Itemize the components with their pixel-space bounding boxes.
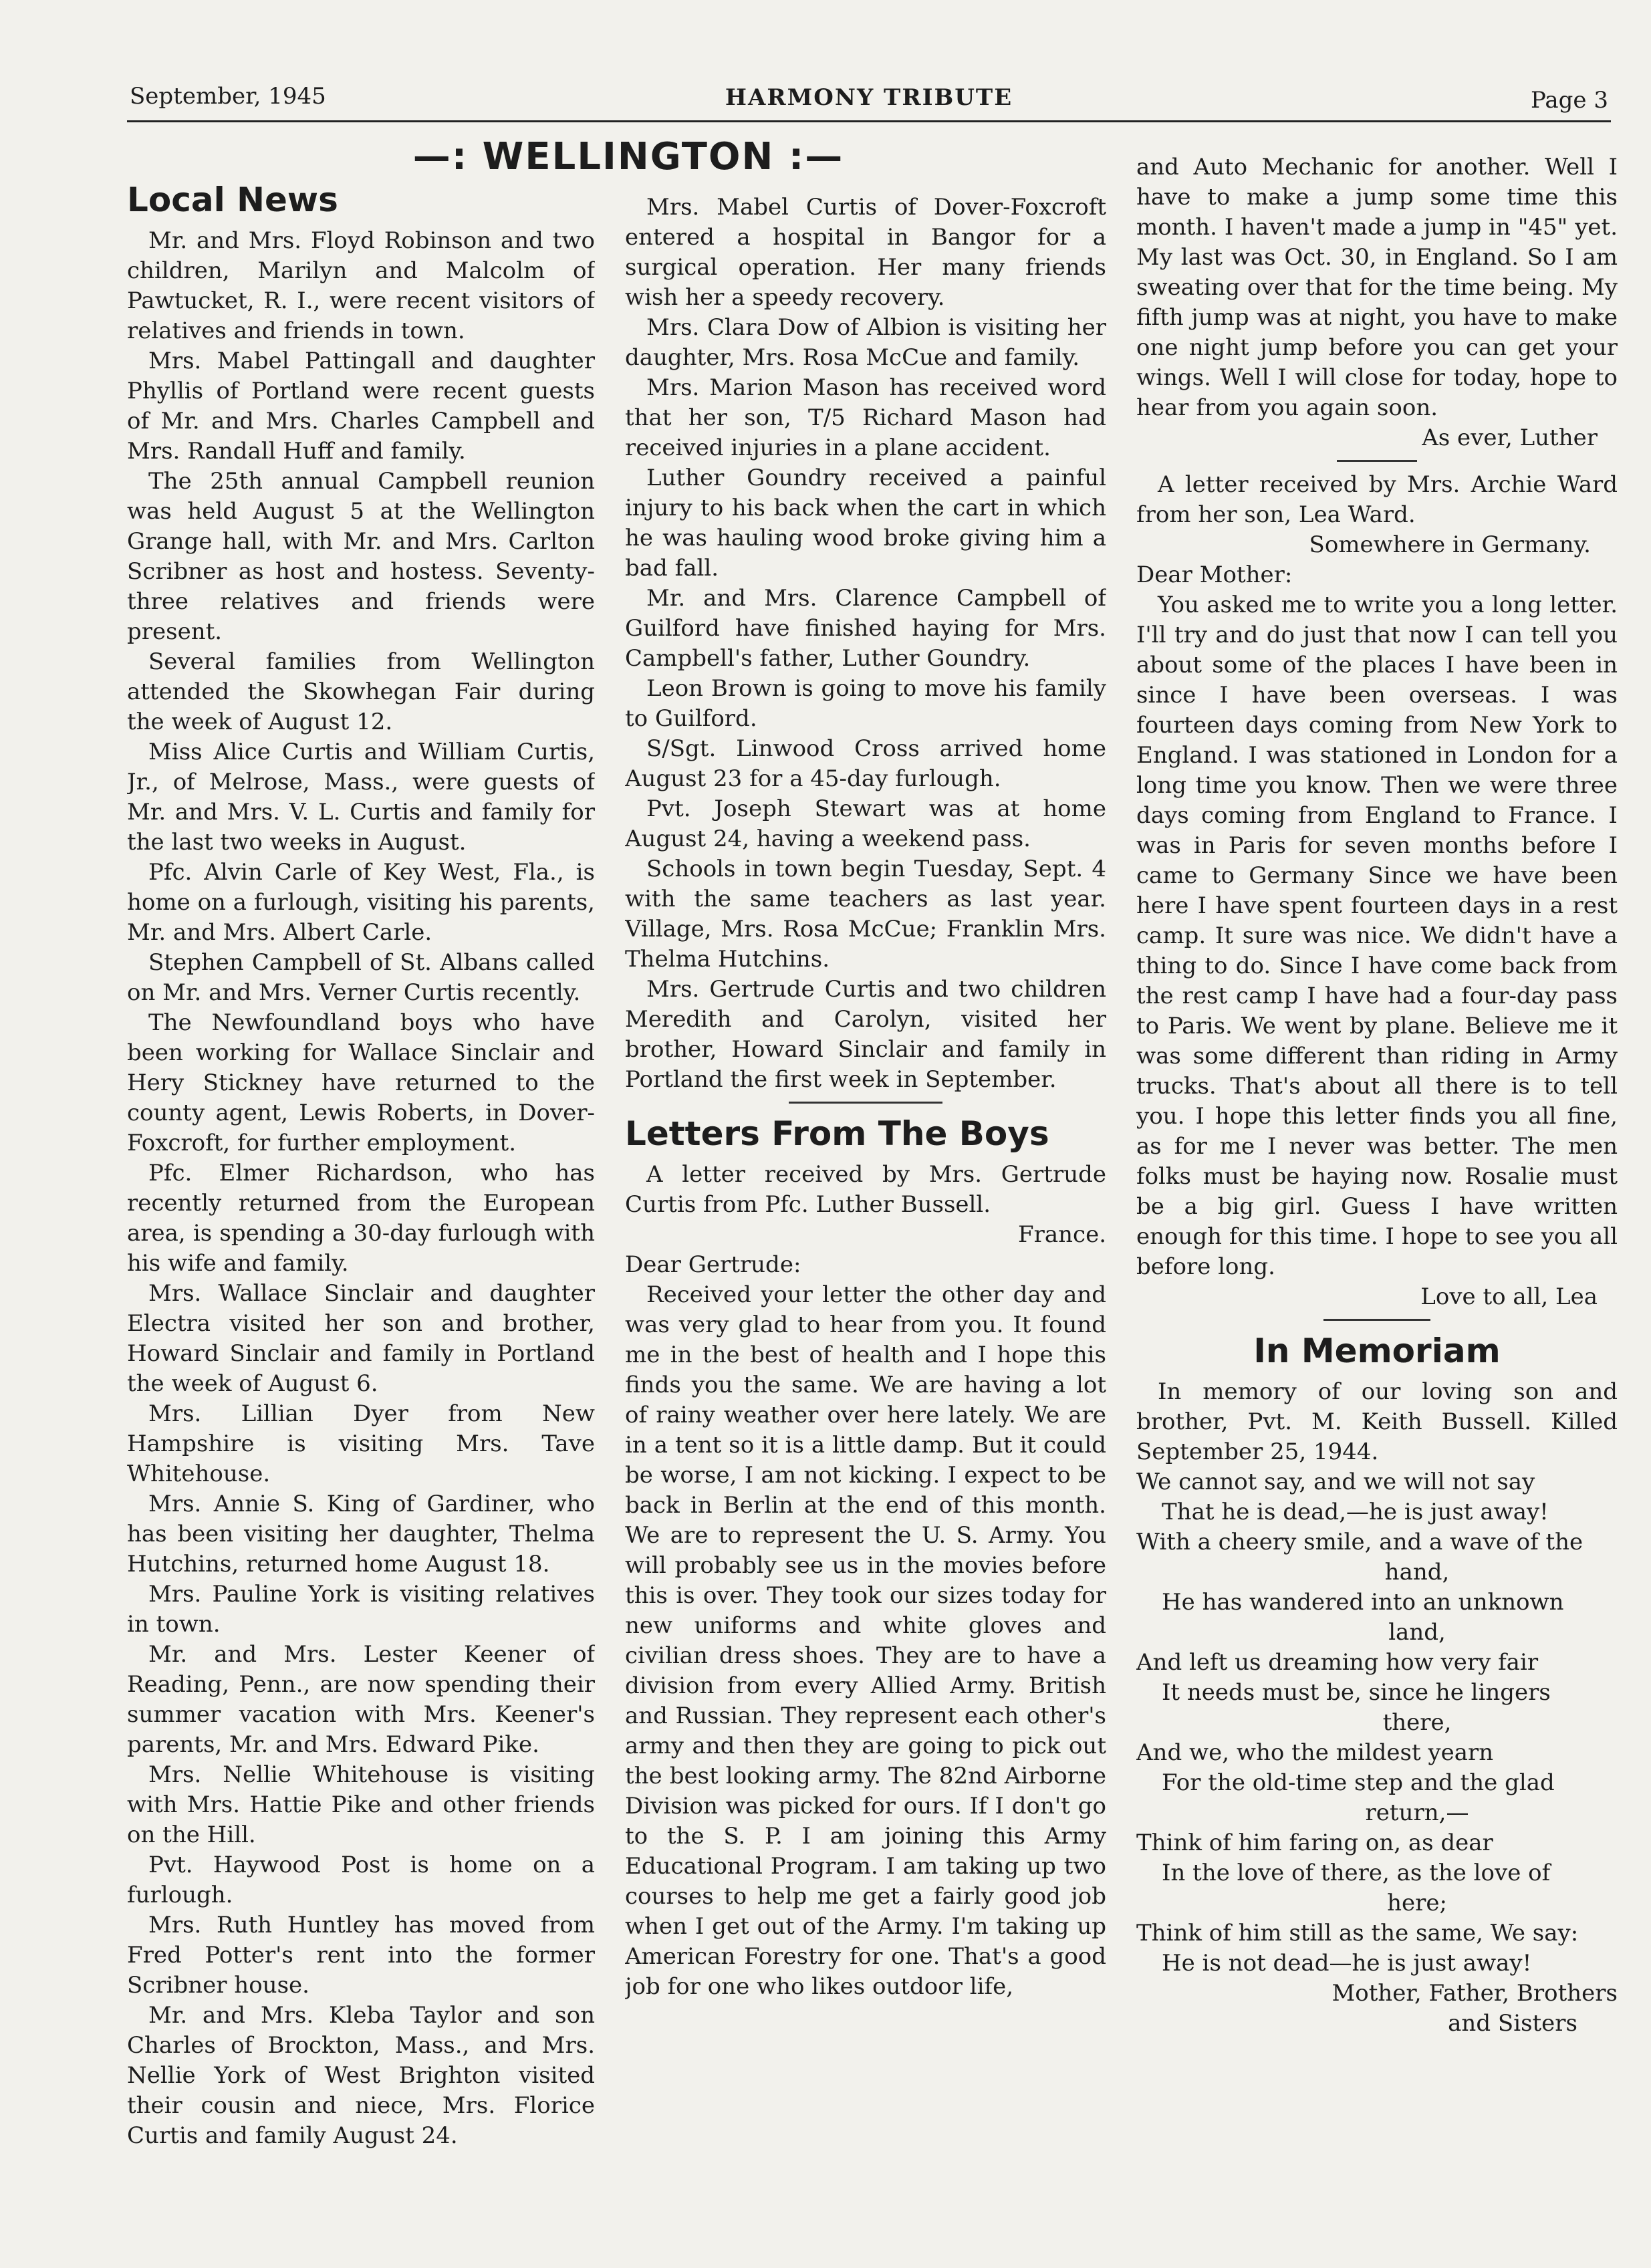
poem-line: there,: [1382, 1709, 1452, 1736]
poem-line: And we, who the mildest yearn: [1136, 1739, 1494, 1766]
letter1-place: France.: [1018, 1221, 1106, 1248]
poem-line: We cannot say, and we will not say: [1136, 1469, 1535, 1495]
poem-line: He has wandered into an unknown: [1162, 1589, 1564, 1616]
news-item: Pvt. Joseph Stewart was at home August 24, having a weekend pass.: [625, 795, 1106, 852]
section-title: —: WELLINGTON :—: [412, 135, 844, 178]
poem-line: It needs must be, since he lingers: [1162, 1679, 1551, 1706]
letter1-salutation: Dear Gertrude:: [625, 1251, 801, 1278]
poem-line: He is not dead—he is just away!: [1162, 1950, 1532, 1977]
divider: [1337, 460, 1417, 462]
newspaper-name: HARMONY TRIBUTE: [725, 84, 1013, 111]
page-number: Page 3: [1531, 87, 1608, 114]
divider: [789, 1102, 942, 1104]
news-item: Mrs. Annie S. King of Gardiner, who has been visiting her daughter, Thelma Hutchins, returned home August 18.: [127, 1491, 595, 1578]
news-item: Mr. and Mrs. Floyd Robinson and two children, Marilyn and Malcolm of Pawtucket, R. I., were recent visitors of relatives and friends in town.: [127, 227, 595, 344]
divider: [1323, 1319, 1430, 1321]
news-item: Mrs. Mabel Curtis of Dover-Foxcroft entered a hospital in Bangor for a surgical operation. Her many friends wish her a speedy recovery.: [625, 194, 1106, 311]
memoriam-signature-2: and Sisters: [1448, 2010, 1577, 2037]
letter2-body: You asked me to write you a long letter. I'll try and do just that now I can tell you about some of the places I have been in since I have been overseas. I was fourteen days coming from New York to England. I was stationed in London for a long time you know. Then we were three days coming from England to France. I was in Paris for seven months before I came to Germany Since we have been here I have spent fourteen days in a rest camp. It sure was nice. We didn't have a thing to do. Since I have come back from the rest camp I have had a four-day pass to Paris. We went by plane. Believe me it was some different than riding in Army trucks. That's about all there is to tell you. I hope this letter finds you all fine, as for me I never was better. The men folks must be haying now. Rosalie must be a big girl. Guess I have written enough for this time. I hope to see you all before long.: [1136, 592, 1618, 1280]
header-rule: [127, 120, 1611, 122]
local-news-heading: Local News: [127, 180, 338, 219]
local-news-items-continued: [625, 193, 1106, 1095]
poem-line: Think of him faring on, as dear: [1136, 1830, 1493, 1856]
poem-line: Think of him still as the same, We say:: [1136, 1920, 1579, 1946]
poem-line: hand,: [1384, 1559, 1450, 1586]
poem-line: here;: [1387, 1890, 1447, 1916]
poem-line: That he is dead,—he is just away!: [1162, 1499, 1549, 1525]
poem-line: With a cheery smile, and a wave of the: [1136, 1529, 1583, 1555]
letter2-signature: Love to all, Lea: [1420, 1283, 1598, 1310]
news-item: Mrs. Gertrude Curtis and two children Meredith and Carolyn, visited her brother, Howard Sinclair and family in Portland the first week in September.: [625, 976, 1106, 1093]
poem-line: land,: [1388, 1619, 1446, 1646]
poem-line: For the old-time step and the glad: [1162, 1769, 1555, 1796]
page-header: [127, 80, 1611, 120]
news-item: Mrs. Ruth Huntley has moved from Fred Potter's rent into the former Scribner house.: [127, 1912, 595, 1999]
letter2-place: Somewhere in Germany.: [1309, 531, 1591, 558]
letter1-intro: A letter received by Mrs. Gertrude Curtis from Pfc. Luther Bussell.: [625, 1161, 1106, 1218]
news-item: The Newfoundland boys who have been working for Wallace Sinclair and Hery Stickney have returned to the county agent, Lewis Roberts, in Dover-Foxcroft, for further employment.: [127, 1009, 595, 1156]
memoriam-signature-1: Mother, Father, Brothers: [1331, 1980, 1618, 2007]
local-news-items: [127, 226, 595, 2151]
news-item: Several families from Wellington attended the Skowhegan Fair during the week of August 12.: [127, 648, 595, 735]
news-item: Mrs. Wallace Sinclair and daughter Electra visited her son and brother, Howard Sinclair and family in Portland the week of August 6.: [127, 1280, 595, 1397]
letter1-body: Received your letter the other day and was very glad to hear from you. It found me in the best of health and I hope this finds you the same. We are having a lot of rainy weather over here lately. We are in a tent so it is a little damp. But it could be worse, I am not kicking. I expect to be back in Berlin at the end of this month. We are to represent the U. S. Army. You will probably see us in the movies before this is over. They took our sizes today for new uniforms and white gloves and civilian dress shoes. They are to have a division from every Allied Army. British and Russian. They represent each other's army and then they are going to pick out the best looking army. The 82nd Airborne Division was picked for ours. If I don't go to the S. P. I am joining this Army Educational Program. I am taking up two courses to help me get a fairly good job when I get out of the Army. I'm taking up American Forestry for one. That's a good job for one who likes outdoor life,: [625, 1281, 1106, 2000]
news-item: Mrs. Marion Mason has received word that her son, T/5 Richard Mason had received injuries in a plane accident.: [625, 374, 1106, 461]
news-item: Luther Goundry received a painful injury to his back when the cart in which he was hauling wood broke giving him a bad fall.: [625, 465, 1106, 582]
poem-line: And left us dreaming how very fair: [1136, 1649, 1539, 1676]
news-item: Mrs. Clara Dow of Albion is visiting her daughter, Mrs. Rosa McCue and family.: [625, 314, 1106, 371]
poem-line: return,—: [1365, 1799, 1469, 1826]
letter2-salutation: Dear Mother:: [1136, 561, 1293, 588]
column-3: [1136, 134, 1618, 2241]
letter2-intro: A letter received by Mrs. Archie Ward from her son, Lea Ward.: [1136, 471, 1618, 528]
news-item: Mrs. Pauline York is visiting relatives in town.: [127, 1581, 595, 1638]
news-item: Miss Alice Curtis and William Curtis, Jr., of Melrose, Mass., were guests of Mr. and Mrs. V. L. Curtis and family for the last two weeks in August.: [127, 739, 595, 856]
issue-date: September, 1945: [130, 83, 326, 110]
news-item: S/Sgt. Linwood Cross arrived home August 23 for a 45-day furlough.: [625, 735, 1106, 792]
memoriam-heading: In Memoriam: [1253, 1332, 1501, 1370]
letter1-signature: As ever, Luther: [1422, 424, 1598, 451]
news-item: Mr. and Mrs. Lester Keener of Reading, Penn., are now spending their summer vacation with Mrs. Keener's parents, Mr. and Mrs. Edward Pike.: [127, 1641, 595, 1758]
news-item: Pfc. Elmer Richardson, who has recently returned from the European area, is spending a 30-day furlough with his wife and family.: [127, 1160, 595, 1277]
news-item: The 25th annual Campbell reunion was held August 5 at the Wellington Grange hall, with Mr. and Mrs. Carlton Scribner as host and hostess. Seventy-three relatives and friends were present.: [127, 468, 595, 645]
memoriam-intro: In memory of our loving son and brother, Pvt. M. Keith Bussell. Killed September 25, 1944.: [1136, 1378, 1618, 1465]
news-item: Mr. and Mrs. Clarence Campbell of Guilford have finished haying for Mrs. Campbell's father, Luther Goundry.: [625, 585, 1106, 672]
poem-line: In the love of there, as the love of: [1162, 1860, 1551, 1886]
news-item: Mrs. Nellie Whitehouse is visiting with Mrs. Hattie Pike and other friends on the Hill.: [127, 1761, 595, 1848]
letters-heading: Letters From The Boys: [625, 1114, 1049, 1153]
news-item: Mrs. Lillian Dyer from New Hampshire is visiting Mrs. Tave Whitehouse.: [127, 1400, 595, 1487]
news-item: Leon Brown is going to move his family to Guilford.: [625, 675, 1106, 732]
news-item: Stephen Campbell of St. Albans called on Mr. and Mrs. Verner Curtis recently.: [127, 949, 595, 1006]
news-item: Mrs. Mabel Pattingall and daughter Phyllis of Portland were recent guests of Mr. and Mrs. Charles Campbell and Mrs. Randall Huff and family.: [127, 348, 595, 465]
column-1: [127, 134, 595, 2241]
news-item: Mr. and Mrs. Kleba Taylor and son Charles of Brockton, Mass., and Mrs. Nellie York of West Brighton visited their cousin and niece, Mrs. Florice Curtis and family August 24.: [127, 2002, 595, 2149]
memoriam-poem: [1136, 1467, 1618, 1979]
column-2: [625, 134, 1106, 2241]
letter1-body-continued: and Auto Mechanic for another. Well I have to make a jump some time this month. I haven't made a jump in "45" yet. My last was Oct. 30, in England. So I am sweating over that for the time being. My fifth jump was at night, you have to make one night jump before you can get your wings. Well I will close for today, hope to hear from you again soon.: [1136, 154, 1618, 421]
news-item: Pvt. Haywood Post is home on a furlough.: [127, 1852, 595, 1908]
news-item: Pfc. Alvin Carle of Key West, Fla., is home on a furlough, visiting his parents, Mr. and Mrs. Albert Carle.: [127, 859, 595, 946]
news-item: Schools in town begin Tuesday, Sept. 4 with the same teachers as last year. Village, Mrs. Rosa McCue; Franklin Mrs. Thelma Hutchins.: [625, 856, 1106, 973]
